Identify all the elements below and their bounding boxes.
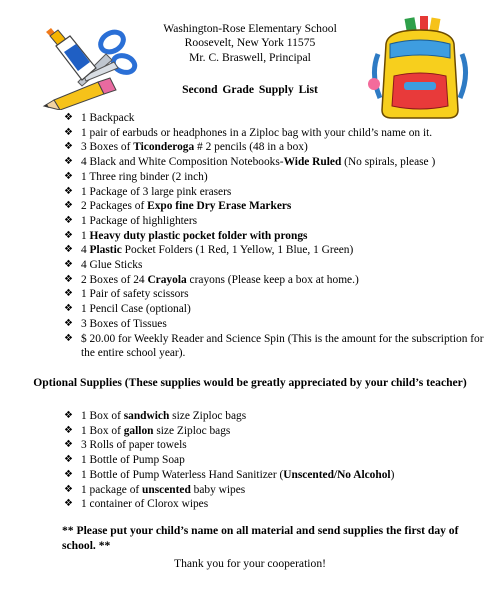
item-text: 4 Black and White Composition Notebooks- bbox=[81, 156, 284, 169]
list-item bbox=[64, 273, 484, 288]
diamond-bullet-icon: ❖ bbox=[64, 424, 73, 436]
item-text-suffix: (No spirals, please ) bbox=[341, 156, 436, 169]
list-item bbox=[64, 214, 484, 229]
diamond-bullet-icon: ❖ bbox=[64, 483, 73, 495]
item-text: 1 Box of bbox=[81, 424, 124, 437]
list-item bbox=[64, 287, 484, 302]
school-address: Roosevelt, New York 11575 bbox=[184, 36, 316, 50]
thank-you-text: Thank you for your cooperation! bbox=[174, 557, 326, 570]
item-emphasis: Plastic bbox=[89, 244, 122, 257]
list-item bbox=[64, 453, 484, 468]
diamond-bullet-icon: ❖ bbox=[64, 317, 73, 329]
page-title: Second Grade Supply List bbox=[182, 83, 318, 96]
diamond-bullet-icon: ❖ bbox=[64, 288, 73, 300]
diamond-bullet-icon: ❖ bbox=[64, 141, 73, 153]
item-text-suffix: size Ziploc bags bbox=[153, 424, 231, 437]
item-text: 4 Glue Sticks bbox=[81, 259, 143, 272]
list-item bbox=[64, 332, 484, 361]
diamond-bullet-icon: ❖ bbox=[64, 185, 73, 197]
item-text: 1 Box of bbox=[81, 410, 124, 422]
backpack-clipart bbox=[368, 14, 472, 122]
supply-list bbox=[64, 111, 484, 361]
item-text: 1 Pencil Case (optional) bbox=[81, 303, 191, 316]
list-item bbox=[64, 468, 484, 483]
item-text: 3 Boxes of Tissues bbox=[81, 317, 167, 330]
item-emphasis: Unscented/No Alcohol bbox=[283, 468, 391, 481]
diamond-bullet-icon: ❖ bbox=[64, 112, 73, 123]
item-text-suffix: # 2 pencils (48 in a box) bbox=[194, 141, 308, 154]
list-item bbox=[64, 243, 484, 258]
item-text: 2 Boxes of 24 bbox=[81, 273, 148, 286]
item-text: 3 Rolls of paper towels bbox=[81, 439, 187, 452]
item-text: 1 Three ring binder (2 inch) bbox=[81, 170, 208, 183]
diamond-bullet-icon: ❖ bbox=[64, 229, 73, 241]
diamond-bullet-icon: ❖ bbox=[64, 156, 73, 168]
school-name: Washington-Rose Elementary School bbox=[163, 22, 337, 35]
diamond-bullet-icon: ❖ bbox=[64, 468, 73, 480]
list-item bbox=[64, 199, 484, 214]
list-item bbox=[64, 126, 484, 141]
list-item bbox=[64, 497, 484, 512]
diamond-bullet-icon: ❖ bbox=[64, 498, 73, 510]
item-text: 1 Package of 3 large pink erasers bbox=[81, 185, 232, 198]
item-text: 1 package of bbox=[81, 483, 143, 496]
item-text-suffix: ) bbox=[390, 468, 395, 481]
backpack-icon bbox=[368, 16, 466, 118]
list-item bbox=[64, 170, 484, 185]
item-emphasis: Expo fine Dry Erase Markers bbox=[147, 200, 292, 213]
list-item bbox=[64, 140, 484, 155]
diamond-bullet-icon: ❖ bbox=[64, 273, 73, 285]
diamond-bullet-icon: ❖ bbox=[64, 259, 73, 271]
item-emphasis: Wide Ruled bbox=[283, 156, 342, 169]
diamond-bullet-icon: ❖ bbox=[64, 170, 73, 182]
item-text: 1 container of Clorox wipes bbox=[81, 498, 209, 511]
glue-bottle-icon bbox=[46, 28, 96, 80]
list-item bbox=[64, 185, 484, 200]
item-text: 1 Pair of safety scissors bbox=[81, 288, 189, 301]
diamond-bullet-icon: ❖ bbox=[64, 244, 73, 256]
list-item bbox=[64, 483, 484, 498]
item-text: $ 20.00 for Weekly Reader and Science Spin (This is the amount for the subscription for the entire school year). bbox=[81, 332, 484, 360]
diamond-bullet-icon: ❖ bbox=[64, 200, 73, 212]
diamond-bullet-icon: ❖ bbox=[64, 454, 73, 466]
list-item bbox=[64, 317, 484, 332]
diamond-bullet-icon: ❖ bbox=[64, 303, 73, 315]
item-text: 2 Packages of bbox=[81, 200, 148, 213]
optional-heading: Optional Supplies (These supplies would be greatly appreciated by your child’s teacher) bbox=[33, 376, 467, 389]
list-item bbox=[64, 302, 484, 317]
list-item bbox=[64, 424, 484, 439]
list-item bbox=[64, 111, 484, 126]
list-item bbox=[64, 155, 484, 170]
item-emphasis: Ticonderoga bbox=[133, 141, 195, 154]
diamond-bullet-icon: ❖ bbox=[64, 332, 73, 344]
item-text: 1 pair of earbuds or headphones in a Ziploc bag with your child’s name on it. bbox=[81, 126, 433, 139]
diamond-bullet-icon: ❖ bbox=[64, 439, 73, 451]
principal-name: Mr. C. Braswell, Principal bbox=[189, 50, 311, 64]
school-header bbox=[120, 22, 380, 65]
item-emphasis: Crayola bbox=[147, 273, 187, 286]
item-emphasis: Heavy duty plastic pocket folder with prongs bbox=[89, 229, 308, 242]
diamond-bullet-icon: ❖ bbox=[64, 214, 73, 226]
item-text: 3 Boxes of bbox=[81, 141, 134, 154]
item-emphasis: gallon bbox=[123, 424, 154, 437]
item-text-suffix: crayons (Please keep a box at home.) bbox=[186, 273, 359, 286]
optional-supply-list bbox=[64, 409, 484, 512]
list-item bbox=[64, 258, 484, 273]
item-text: 1 Bottle of Pump Soap bbox=[81, 454, 185, 467]
item-emphasis: sandwich bbox=[123, 410, 170, 422]
item-text-suffix: size Ziploc bags bbox=[169, 410, 247, 422]
item-text-suffix: Pocket Folders (1 Red, 1 Yellow, 1 Blue, 1 Green) bbox=[121, 244, 354, 257]
item-text: 1 Backpack bbox=[81, 112, 135, 124]
item-text: 1 Package of highlighters bbox=[81, 214, 198, 227]
item-text: 4 bbox=[81, 244, 90, 257]
item-text: 1 bbox=[81, 229, 90, 242]
list-item bbox=[64, 438, 484, 453]
name-note: ** Please put your child’s name on all material and send supplies the first day of school. ** bbox=[62, 524, 459, 552]
list-item bbox=[64, 229, 484, 244]
diamond-bullet-icon: ❖ bbox=[64, 126, 73, 138]
list-item bbox=[64, 409, 484, 424]
item-text: 1 Bottle of Pump Waterless Hand Sanitizer ( bbox=[81, 468, 284, 481]
item-emphasis: unscented bbox=[142, 483, 191, 496]
diamond-bullet-icon: ❖ bbox=[64, 410, 73, 421]
item-text-suffix: baby wipes bbox=[190, 483, 246, 496]
